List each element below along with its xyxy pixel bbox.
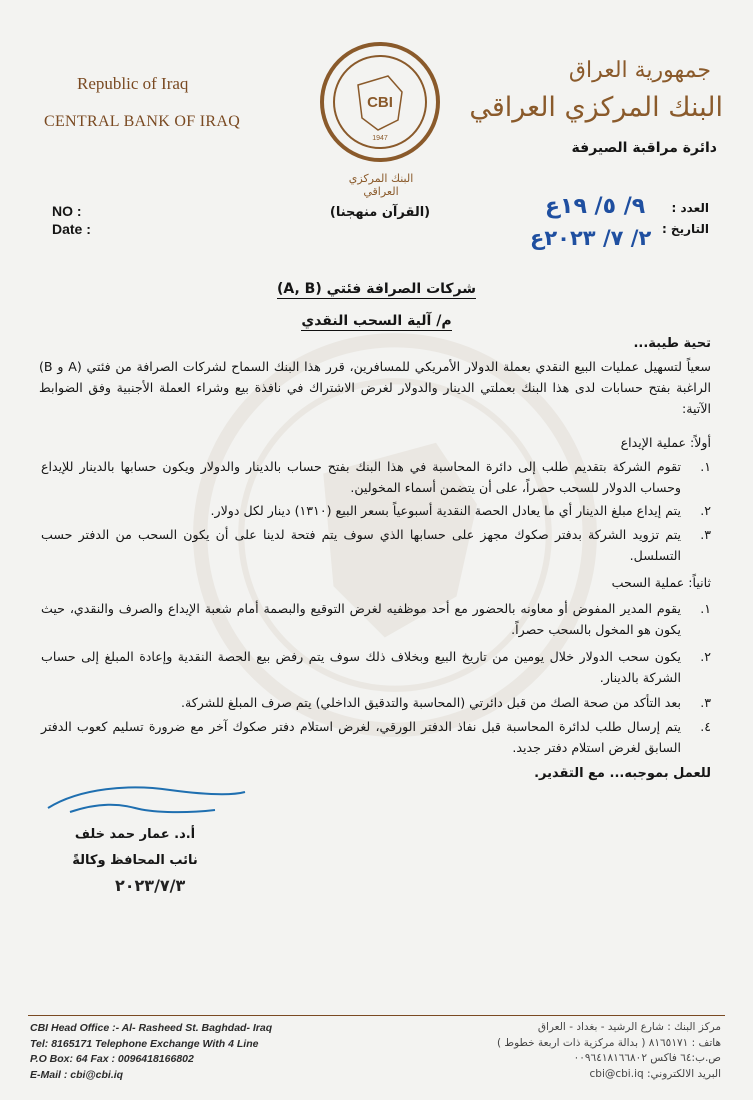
section2-title: ثانياً: عملية السحب (611, 575, 711, 590)
footer-fax-ar: ص.ب:٦٤ فاكس ٠٠٩٦٤١٨١٦٦٨٠٢ (573, 1052, 721, 1064)
list-item-number: ٣. (700, 695, 711, 710)
closing: للعمل بموجبه... مع التقدير. (534, 766, 711, 781)
date-label: Date : (52, 221, 91, 237)
bank-logo (318, 40, 442, 164)
list-item (41, 456, 711, 498)
list-item-number: ٢. (700, 649, 711, 664)
ar-no-value: ٩/ ٥/ ١٩ع (545, 194, 646, 219)
list-item-text: تقوم الشركة بتقديم طلب إلى دائرة المحاسبة في هذا البنك بفتح حساب بالدينار والدولار ويكون حسابها بالدينار للإيداع وحساب الدولار للسحب حصراً، على أن يتضمن أسماء المخولين. (41, 459, 681, 495)
ar-no-label: العدد : (671, 201, 709, 215)
list-item-text: يقوم المدير المفوض أو معاونه بالحضور مع أحد موظفيه لغرض التوقيع والبصمة أمام شعبة الإيداع والصرف والنقدي، حيث يكون هو المخول بالسحب حصراً. (41, 601, 681, 637)
ar-date-label: التاريخ : (661, 222, 709, 236)
no-label: NO : (52, 203, 82, 219)
signatory-title: نائب المحافظ وكالةً (72, 853, 198, 868)
list-item-number: ٤. (700, 719, 711, 734)
list-item-text: يتم إرسال طلب لدائرة المحاسبة قبل نفاذ الدفتر الورقي، لغرض استلام دفتر صكوك آخر مع ضرورة تسليم كعوب الدفتر السابق لغرض استلام دفتر جديد. (41, 719, 681, 755)
logo-caption-ar: البنك المركزي العراقي (348, 172, 414, 198)
footer-address-ar: مركز البنك : شارع الرشيد - بغداد - العراق (537, 1021, 721, 1033)
section1-title: أولاً: عملية الإيداع (620, 435, 711, 450)
signature-scribble (40, 778, 250, 828)
letter-subject: م/ آلية السحب النقدي (301, 313, 452, 329)
list-item (41, 500, 711, 521)
footer-address-en: CBI Head Office :- Al- Rasheed St. Baghdad- Iraq (30, 1022, 273, 1034)
list-item-number: ١. (700, 601, 711, 616)
signature-date: ٢٠٢٣/٧/٣ (115, 876, 186, 895)
intro-paragraph: سعياً لتسهيل عمليات البيع النقدي بعملة الدولار الأمريكي للمسافرين، قرر هذا البنك السماح لشركات الصرافة من فئتي (A و B) الراغبة بفتح حسابات لدى هذا البنك بعملتي الدينار والدولار لغرض الاشتراك في نافذة بيع وشراء العملة الأجنبية وفق الضوابط الآتية: (39, 359, 711, 416)
footer-fax-en: P.O Box: 64 Fax : 0096418166802 (30, 1053, 194, 1065)
motto: (القرآن منهجنا) (329, 205, 431, 220)
list-item (41, 692, 711, 713)
greeting: تحية طيبة... (633, 336, 711, 351)
header-bank-en: CENTRAL BANK OF IRAQ (44, 113, 241, 130)
list-item-number: ٢. (700, 503, 711, 518)
list-item (41, 716, 711, 758)
ar-date-value: ٢/ ٧/ ٢٠٢٣ع (530, 226, 652, 250)
footer-phone-en: Tel: 8165171 Telephone Exchange With 4 Line (30, 1037, 259, 1050)
header-country-en: Republic of Iraq (77, 74, 189, 93)
header-bank-ar: البنك المركزي العراقي (469, 92, 723, 123)
header-country-ar: جمهورية العراق (568, 58, 711, 83)
signatory-name: أ.د. عمار حمد خلف (74, 827, 196, 842)
list-item (41, 646, 711, 688)
logo-year: 1947 (372, 135, 388, 142)
footer-contact-ar (497, 1020, 721, 1082)
header-dept-ar: دائرة مراقبة الصيرفة (571, 140, 717, 156)
list-item-text: يتم إيداع مبلغ الدينار أي ما يعادل الحصة النقدية أسبوعياً بسعر البيع (١٣١٠) دينار لكل دولار. (210, 503, 681, 518)
list-item-text: بعد التأكد من صحة الصك من قبل دائرتي (المحاسبة والتدقيق الداخلي) يتم صرف المبلغ للشركة. (180, 695, 681, 710)
list-item-number: ٣. (700, 527, 711, 542)
letter-recipient: شركات الصرافة فئتي (A, B) (276, 281, 477, 297)
list-item-text: يتم تزويد الشركة بدفتر صكوك مجهز على حسابها الذي سوف يتم فتحة لدينا على أن يكون السحب من الدفتر حسب التسلسل. (41, 527, 681, 563)
footer-phone-ar: هاتف : ٨١٦٥١٧١ ( بدالة مركزية ذات اربعة خطوط ) (496, 1036, 721, 1049)
footer-contact-en (30, 1021, 272, 1083)
footer-email-ar: البريد الالكتروني: cbi@cbi.iq (589, 1067, 721, 1080)
list-item (41, 598, 711, 640)
footer-email-en: E-Mail : cbi@cbi.iq (30, 1068, 124, 1081)
list-item-text: يكون سحب الدولار خلال يومين من تاريخ البيع وبخلاف ذلك سوف يتم رفض بيع الحصة النقدية وإعادة المبلغ إلى حساب الشركة بالدينار. (41, 649, 681, 685)
logo-initials: CBI (367, 94, 393, 111)
logo-seal-icon (318, 40, 442, 164)
footer-divider (28, 1015, 725, 1016)
list-item-number: ١. (700, 459, 711, 474)
list-item (41, 524, 711, 566)
